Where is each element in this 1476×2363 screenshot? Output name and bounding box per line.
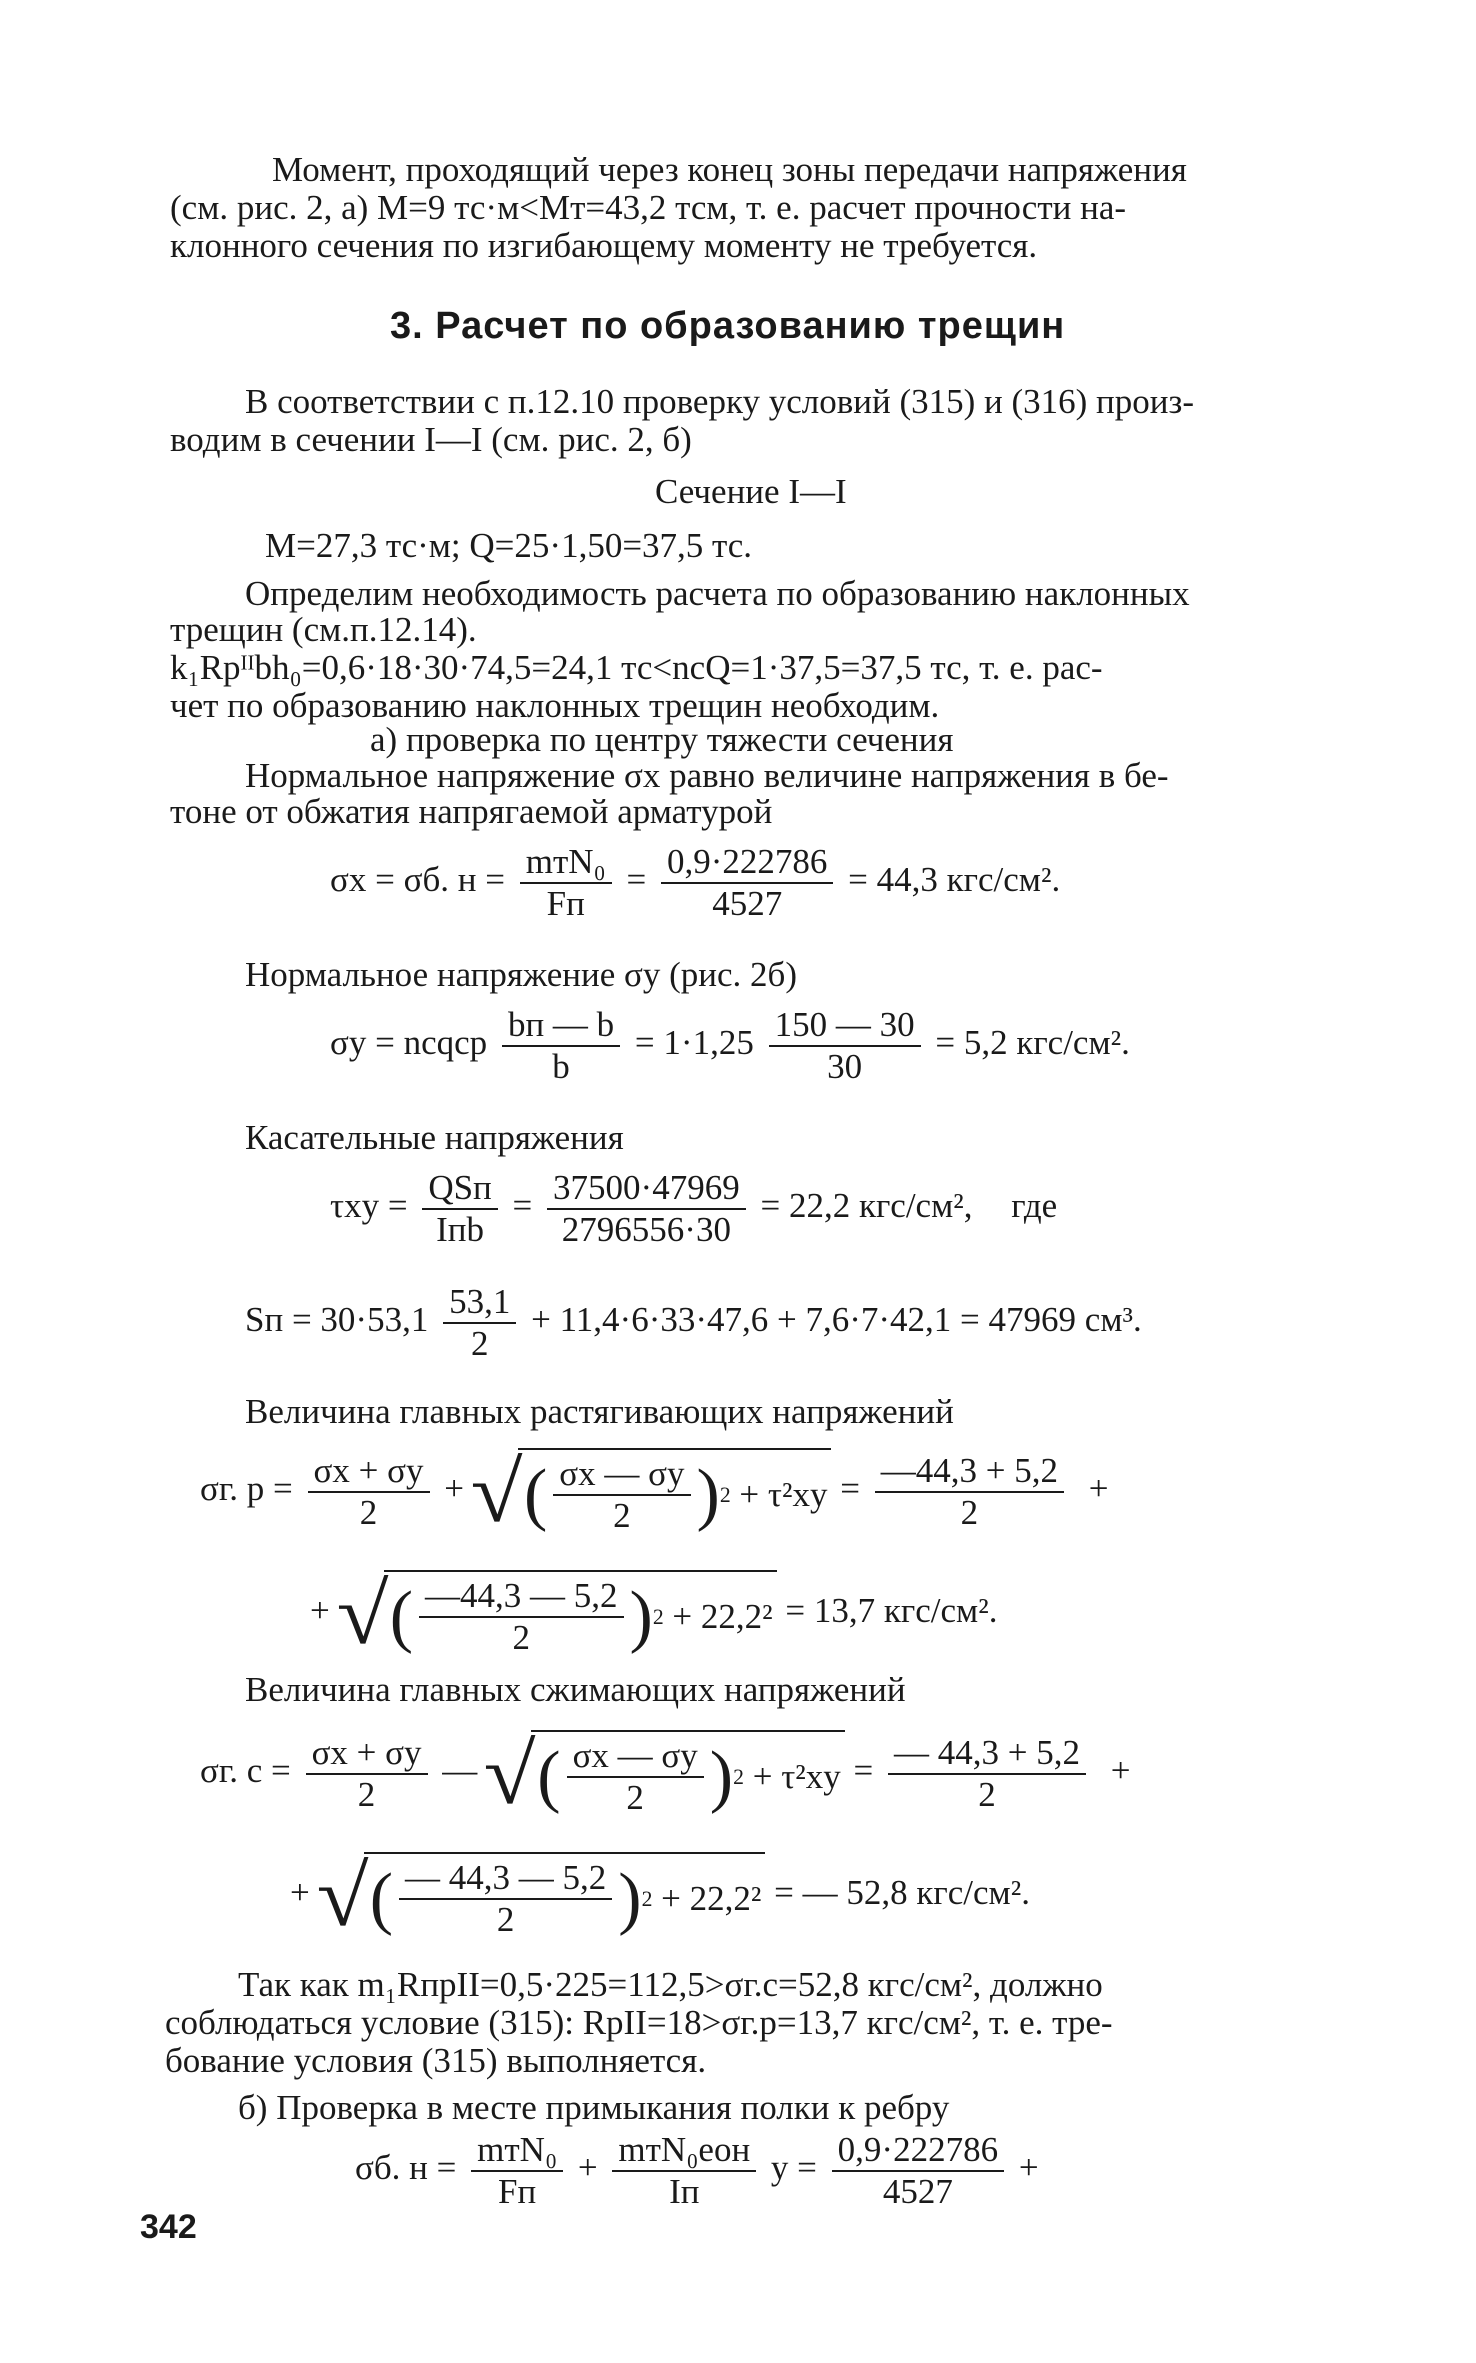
page-number: 342 [140,2208,197,2246]
equation-s: Sп = 30·53,1 $\frac{53,1}{2}$ + 11,4·6·33·47,6 + 7,6·7·42,1 = 47969 см³. [245,1282,1142,1363]
paragraph2-line2: водим в сечении I—I (см. рис. 2, б) [170,420,692,459]
fraction: $\frac{\text{QSп}}{\text{Iпb}}$ [422,1168,497,1250]
paragraph4-line2: тоне от обжатия напрягаемой арматурой [170,792,773,831]
subsection-b: б) Проверка в месте примыкания полки к ребру [238,2088,950,2127]
paragraph5-line1: Так как m₁RпрII=0,5·225=112,5>σг.с=52,8 кгс/см², должно [238,1965,1103,2004]
fraction: $\frac{\text{mтN₀}}{Fп}$ [520,842,612,924]
paragraph1-line2: (см. рис. 2, a) M=9 тс·м<Mт=43,2 тсм, т. е. расчет прочности на- [170,188,1127,227]
moment-line: M=27,3 тс·м; Q=25·1,50=37,5 тс. [265,526,753,565]
eq-lhs: σx = σб. н = [330,860,505,900]
paragraph2-line1: В соответствии с п.12.10 проверку условий (315) и (316) произ- [245,382,1194,421]
square-root: √ ( $\frac{\sigma x — \sigma y}{2}$ ) 2 + τ²xy [486,1730,845,1818]
equation-sigma-x: σx = σб. н = $\frac{\text{mтN₀}}{Fп}$ = $\frac{0,9\cdot 222786}{4527}$ = 44,3 кгс/см². [330,842,1061,923]
square-root: √ ( $\frac{\sigma x — \sigma y}{2}$ ) 2 + τ²xy [473,1448,832,1536]
square-root: √ ( $\frac{— 44,3 — 5,2}{2}$ ) 2 + 22,2² [319,1852,766,1940]
label-tension: Величина главных растягивающих напряжений [245,1392,954,1431]
square-root: √ ( $\frac{—44,3 — 5,2}{2}$ ) 2 + 22,2² [339,1570,777,1658]
fraction: $\frac{37500\cdot 47969}{2796556\cdot 30}$ [547,1168,746,1250]
paragraph1-line3: клонного сечения по изгибающему моменту не требуется. [170,226,1038,265]
fraction: $\frac{\text{mтN₀eон}}{Iп}$ [612,2130,756,2212]
fraction: $\frac{150 — 30}{30}$ [769,1005,921,1087]
paragraph1-line1: Момент, проходящий через конец зоны передачи напряжения [272,150,1187,189]
equation-tension-2: + √ ( $\frac{—44,3 — 5,2}{2}$ ) 2 + 22,2² = 13,7 кгс/см². [310,1566,998,1662]
fraction: $\frac{53,1}{2}$ [443,1282,516,1364]
equation-compression-2: + √ ( $\frac{— 44,3 — 5,2}{2}$ ) 2 + 22,2² = — 52,8 кгс/см². [290,1848,1030,1944]
paragraph3-line2: трещин (см.п.12.14). [170,610,477,649]
fraction: $\frac{— 44,3 + 5,2}{2}$ [888,1733,1086,1815]
fraction: $\frac{0,9\cdot 222786}{4527}$ [661,842,833,924]
paragraph3-line4: чет по образованию наклонных трещин необходим. [170,686,940,725]
equation-tension-1: σг. р = $\frac{\sigma x + \sigma y}{2}$ + √ ( $\frac{\sigma x — \sigma y}{2}$ ) 2 + τ²xy = $\frac{—44,3 + 5,2}{2}$ + [200,1444,1109,1540]
label-sigma-y: Нормальное напряжение σy (рис. 2б) [245,955,798,994]
equation-sigma-y: σy = nсqср $\frac{bп — b}{b}$ = 1·1,25 $\frac{150 — 30}{30}$ = 5,2 кгс/см². [330,1005,1130,1086]
fraction: $\frac{\text{mтN₀}}{Fп}$ [471,2130,563,2212]
fraction: $\frac{—44,3 + 5,2}{2}$ [875,1451,1064,1533]
section-heading: 3. Расчет по образованию трещин [390,305,1066,347]
section-label: Сечение I—I [655,472,847,511]
paragraph3-line1: Определим необходимость расчета по образованию наклонных [245,574,1190,613]
paragraph5-line3: бование условия (315) выполняется. [165,2041,707,2080]
paragraph3-line3: k₁Rрᴵᴵbh₀=0,6·18·30·74,5=24,1 тс<nсQ=1·37,5=37,5 тс, т. е. рас- [170,648,1103,687]
equation-final: σб. н = $\frac{\text{mтN₀}}{Fп}$ + $\frac{\text{mтN₀eон}}{Iп}$ y = $\frac{0,9\cdot 222786}{4527}$ + [355,2130,1039,2211]
label-tau: Касательные напряжения [245,1118,624,1157]
paragraph5-line2: соблюдаться условие (315): RрII=18>σг.р=13,7 кгс/см², т. е. тре- [165,2003,1113,2042]
fraction: $\frac{\sigma x + \sigma y}{2}$ [306,1733,428,1815]
subsection-a: а) проверка по центру тяжести сечения [370,720,954,759]
fraction: $\frac{bп — b}{b}$ [502,1005,620,1087]
equation-tau: τxy = $\frac{\text{QSп}}{\text{Iпb}}$ = $\frac{37500\cdot 47969}{2796556\cdot 30}$ = 22,2 кгс/см², где [330,1168,1058,1249]
fraction: $\frac{0,9\cdot 222786}{4527}$ [832,2130,1004,2212]
paragraph4-line1: Нормальное напряжение σx равно величине напряжения в бе- [245,756,1169,795]
fraction: $\frac{\sigma x + \sigma y}{2}$ [308,1451,430,1533]
equation-compression-1: σг. с = $\frac{\sigma x + \sigma y}{2}$ — √ ( $\frac{\sigma x — \sigma y}{2}$ ) 2 + τ²xy = $\frac{— 44,3 + 5,2}{2}$ + [200,1726,1131,1822]
label-compression: Величина главных сжимающих напряжений [245,1670,906,1709]
